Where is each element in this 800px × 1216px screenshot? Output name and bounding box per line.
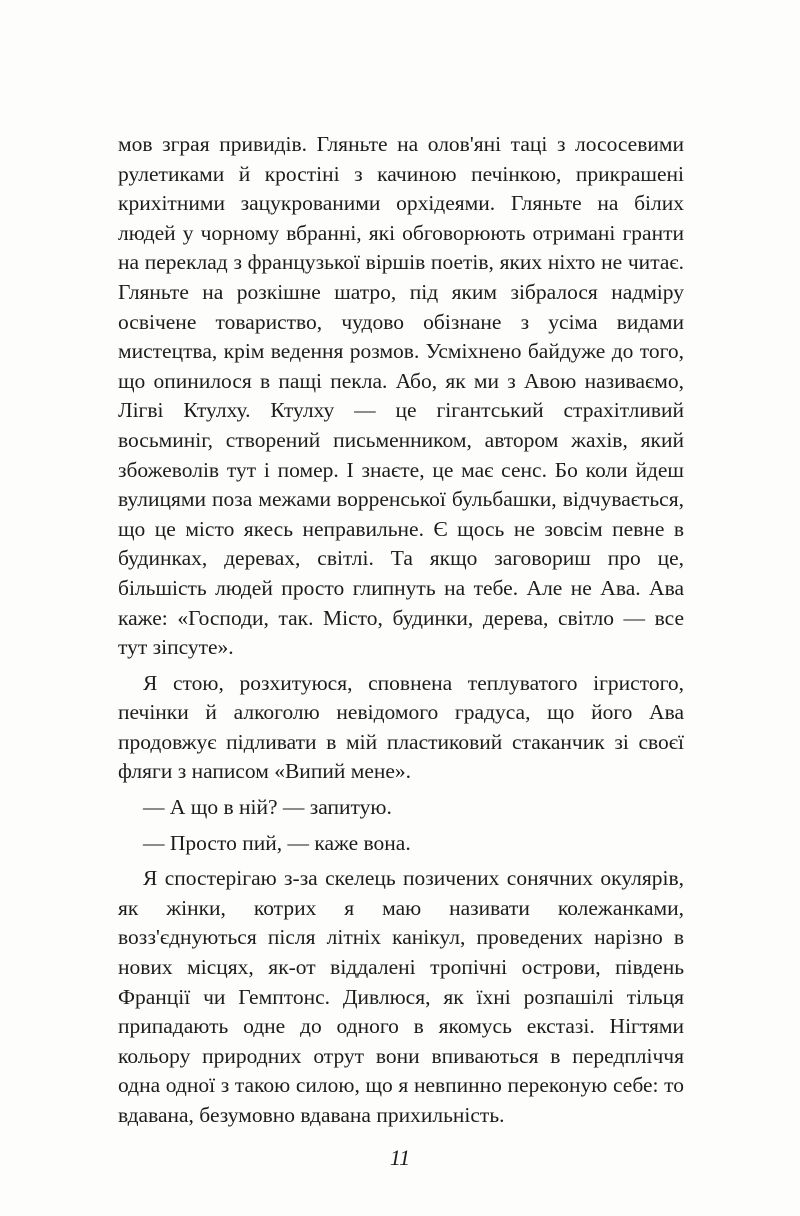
paragraph-2: Я стою, розхитуюся, сповнена теплуватого ігристого, печінки й алкоголю невідомого градуса, що його Ава продовжує підливати в мій пластиковий стаканчик зі своєї фляги з написом «Випий мене». xyxy=(118,670,684,784)
dialogue-line-1: — А що в ній? — запитую. xyxy=(143,795,392,820)
body-text xyxy=(118,130,684,1137)
dialogue-line-2: — Просто пий, — каже вона. xyxy=(143,830,411,855)
paragraph-3: Я спостерігаю з-за скелець позичених сонячних окулярів, як жінки, котрих я маю називати колежанками, возз'єднуються після літніх канікул, проведених нарізно в нових місцях, як-от віддалені тропічні острови, південь Франції чи Гемптонс. Дивлюся, як їхні розпашілі тільця припадають одне до одного в якомусь екстазі. Нігтями кольору природних отрут вони впиваються в передпліччя одна одної з такою силою, що я невпинно переконую себе: то вдавана, безумовно вдавана прихильність. xyxy=(118,866,684,1127)
page-number: 11 xyxy=(389,1145,411,1170)
paragraph-1: мов зграя привидів. Гляньте на олов'яні таці з лососевими рулетиками й кростіні з качиною печінкою, прикрашені крихітними зацукрованими орхідеями. Гляньте на білих людей у чорному вбранні, які обговорюють отримані гранти на переклад з французької віршів поетів, яких ніхто не читає. Гляньте на розкішне шатро, під яким зібралося надміру освічене товариство, чудово обізнане з усіма видами мистецтва, крім ведення розмов. Усміхнено байдуже до того, що опинилося в пащі пекла. Або, як ми з Авою називаємо, Лігві Ктулху. Ктулху — це гігантський страхітливий восьминіг, створений письменником, автором жахів, який збожеволів тут і помер. І знаєте, це має сенс. Бо коли йдеш вулицями поза межами ворренської бульбашки, відчувається, що це місто якесь неправильне. Є щось не зовсім певне в будинках, деревах, світлі. Та якщо заговориш про це, більшість людей просто глипнуть на тебе. Але не Ава. Ава каже: «Господи, так. Місто, будинки, дерева, світло — все тут зіпсуте». xyxy=(118,132,684,660)
